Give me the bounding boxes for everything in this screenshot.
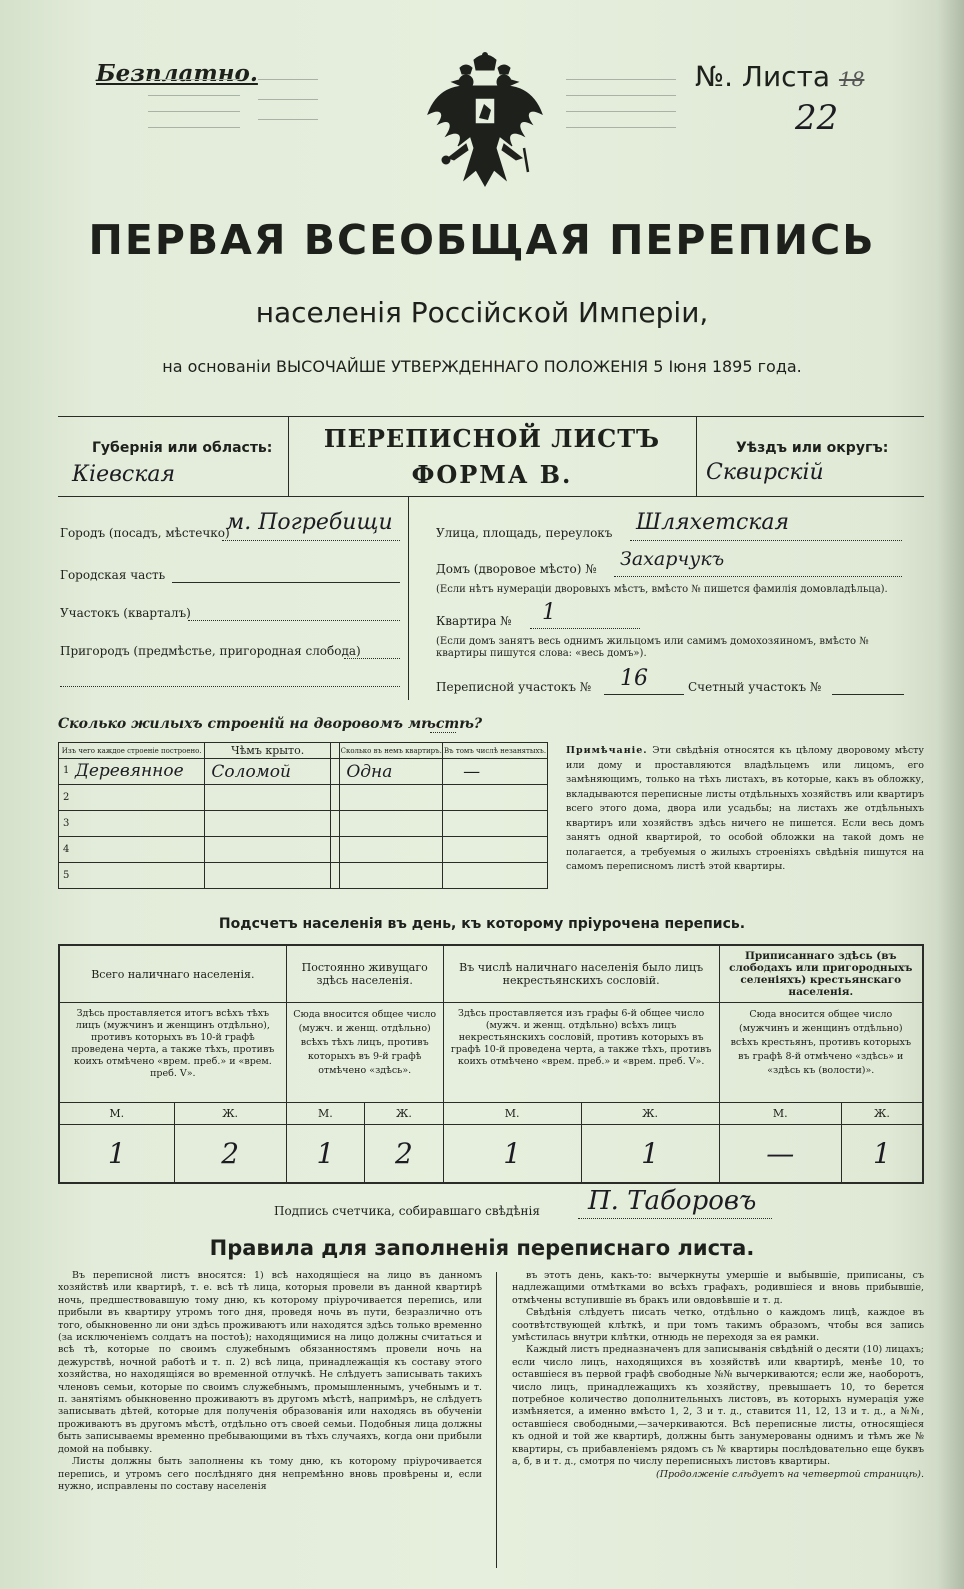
building-material: Деревянное <box>75 761 184 781</box>
census-district-line <box>604 694 684 695</box>
apartment-line <box>530 628 640 629</box>
buildings-row: 2 <box>59 785 548 811</box>
buildings-question-line <box>430 732 456 733</box>
col-empty-header: Въ томъ числѣ незанятыхъ. <box>443 743 548 759</box>
count-m-header: М. <box>286 1103 364 1125</box>
house-line <box>614 576 902 577</box>
district-label: Участокъ (кварталъ) <box>60 606 191 620</box>
buildings-row: 3 <box>59 811 548 837</box>
sheet-label-text: №. Листа <box>695 60 831 93</box>
city-line <box>222 540 400 541</box>
form-title: ПЕРЕПИСНОЙ ЛИСТЪ <box>323 424 661 453</box>
building-empty: — <box>463 761 481 782</box>
sheet-struck-number: 18 <box>838 67 865 91</box>
count-col-2-title: Постоянно живущаго здѣсь населенія. <box>286 945 443 1003</box>
census-title: ПЕРВАЯ ВСЕОБЩАЯ ПЕРЕПИСЬ <box>88 216 876 264</box>
census-basis: на основаніи ВЫСОЧАЙШЕ УТВЕРЖДЕННАГО ПОЛОЖЕНІЯ 5 Іюня 1895 года. <box>162 357 802 376</box>
bleed-through-text-right <box>566 70 676 128</box>
apartment-label: Квартира № <box>436 614 512 628</box>
count-district-line <box>832 694 904 695</box>
col-roof-header: Чѣмъ крыто. <box>205 743 331 759</box>
census-subtitle: населенія Россійской Имперіи, <box>255 296 709 329</box>
city-part-line <box>172 582 400 583</box>
population-count-table <box>58 944 924 1184</box>
house-value: Захарчукъ <box>620 548 725 570</box>
signature-label: Подпись счетчика, собиравшаго свѣдѣнія <box>274 1204 540 1218</box>
rules-left-column <box>58 1270 482 1493</box>
count-value: 1 <box>443 1125 581 1183</box>
building-apartments: Одна <box>346 761 393 782</box>
count-m-header: М. <box>59 1103 174 1125</box>
house-label: Домъ (дворовое мѣсто) № <box>436 562 597 576</box>
count-m-header: М. <box>443 1103 581 1125</box>
double-headed-eagle-icon <box>424 52 546 192</box>
count-values-row <box>59 1125 923 1183</box>
rules-continued: (Продолженіе слѣдуетъ на четвертой страницѣ). <box>656 1468 924 1480</box>
buildings-note-body: Эти свѣдѣнія относятся къ цѣлому дворовому мѣсту или дому и проставляются владѣльцемъ или лицомъ, его замѣняющимъ, только на тѣхъ листахъ, въ которые, какъ въ обложку, вкладываются переписные листы отдѣльныхъ хозяйствъ или квартиръ всего этого дома, двора или усадьбы; на листахъ же отдѣльныхъ квартиръ или хозяйствъ здѣсь ничего не пишется. Если весь домъ занятъ одной квартирой, то особой обложки на такой домъ не полагается, а требуемыя о жилыхъ строеніяхъ свѣдѣнія пишутся на самомъ переписномъ листѣ этой квартиры. <box>566 745 924 872</box>
address-divider <box>408 496 409 700</box>
free-label: Безплатно. <box>96 60 258 87</box>
street-label: Улица, площадь, переулокъ <box>436 526 613 540</box>
count-col-3-title: Въ числѣ наличнаго населенія было лицъ некрестьянскихъ сословій. <box>443 945 719 1003</box>
count-m-header: М. <box>719 1103 841 1125</box>
city-label: Городъ (посадъ, мѣстечко) <box>60 526 230 540</box>
form-header-bottom-rule <box>58 496 924 497</box>
rules-heading: Правила для заполненія переписнаго листа. <box>209 1236 755 1260</box>
uezd-value: Сквирскій <box>706 460 824 485</box>
rules-paragraph: Въ переписной листъ вносятся: 1) всѣ находящіеся на лицо въ данномъ хозяйствѣ или квартирѣ, т. е. всѣ тѣ лица, которыя провели въ данной квартирѣ ночь, предшествовавшую тому дню, къ которому пріурочивается перепись, или прибыли въ квартиру утромъ того дня, проведя ночь въ пути, безразлично отъ того, обыкновенно ли они здѣсь проживаютъ или находятся здѣсь только временно (за исключеніемъ солдатъ на постоѣ); находящимися на лицо должны считаться и всѣ тѣ, которые по своимъ служебнымъ обязанностямъ провели ночь на дежурствѣ, ночной работѣ и т. п. 2) всѣ лица, принадлежащія къ составу этого хозяйства, но находящіяся во временной отлучкѣ. Не слѣдуетъ записывать такихъ членовъ семьи, которые по своимъ служебнымъ, промышленнымъ, учебнымъ и т. п. занятіямъ обыкновенно проживаютъ въ другомъ мѣстѣ, напримѣръ, не слѣдуетъ записывать дѣтей, которые для полученія образованія или находясь въ обученіи проживаютъ въ другомъ мѣстѣ, отдѣльно отъ своей семьи. Подобныя лица должны быть записываемы временно пребывающими въ тѣхъ случаяхъ, когда они прибыли домой на побывку. <box>58 1270 482 1455</box>
suburb-line-2 <box>60 686 400 687</box>
bleed-through-text-left-2 <box>148 70 240 128</box>
bleed-through-text-left <box>258 66 318 120</box>
count-col-4-desc: Сюда вносится общее число (мужчинъ и женщинъ отдѣльно) всѣхъ крестьянъ, противъ которыхъ въ графѣ 8-й отмѣчено «здѣсь» и «здѣсь къ (волости)». <box>719 1003 923 1103</box>
rules-paragraph: въ этотъ день, какъ-то: вычеркнуты умершіе и выбывшіе, приписаны, съ надлежащими отмѣтками во всѣхъ графахъ, родившіеся и вновь прибывшіе, отмѣчены вступившіе въ бракъ или овдовѣвшіе и т. д. <box>512 1270 924 1306</box>
form-header-divider-right <box>696 416 697 496</box>
street-line <box>630 540 902 541</box>
count-col-2-desc: Сюда вносится общее число (мужч. и женщ. отдѣльно) всѣхъ тѣхъ лицъ, противъ которыхъ въ 9-й графѣ отмѣчено «здѣсь». <box>286 1003 443 1103</box>
count-f-header: Ж. <box>581 1103 719 1125</box>
signature-line <box>578 1218 772 1219</box>
col-apartments-header: Сколько въ немъ квартиръ. <box>340 743 443 759</box>
rules-right-column <box>512 1270 924 1481</box>
count-value: 1 <box>286 1125 364 1183</box>
count-value: 2 <box>365 1125 443 1183</box>
buildings-note <box>566 744 924 875</box>
apartment-value: 1 <box>542 600 556 625</box>
district-line <box>188 620 400 621</box>
rules-paragraph: Каждый листъ предназначенъ для записыванія свѣдѣній о десяти (10) лицахъ; если число лицъ, находящихся въ хозяйствѣ или квартирѣ, менѣе 10, то оставшіеся въ первой графѣ свободные №№ вычеркиваются; если же, наоборотъ, число лицъ, принадлежащихъ къ хозяйству, превышаетъ 10, то берется потребное количество дополнительныхъ листовъ, въ которыхъ нумерація уже измѣняется, а именно вмѣсто 1, 2, 3 и т. д., ставится 11, 12, 13 и т. д., а №№, оставшіеся свободными,—зачеркиваются. Всѣ переписные листы, относящіеся къ одной и той же квартирѣ, должны быть занумерованы однимъ и тѣмъ же № квартиры, съ прибавленіемъ рядомъ съ № квартиры послѣдовательно еще буквъ а, б, в и т. д., смотря по числу переписныхъ листовъ квартиры. <box>512 1344 924 1468</box>
rules-paragraph: Свѣдѣнія слѣдуетъ писать четко, отдѣльно о каждомъ лицѣ, каждое въ соотвѣтствующей клѣткѣ, и при томъ такимъ образомъ, чтобы вся запись умѣстилась внутри клѣтки, отнюдь не переходя за ея рамки. <box>512 1307 924 1344</box>
sheet-number-label <box>695 60 864 93</box>
buildings-row: 1 Деревянное Соломой Одна — <box>59 759 548 785</box>
buildings-table <box>58 742 548 889</box>
buildings-question: Сколько жилыхъ строеній на дворовомъ мѣстѣ? <box>58 716 483 732</box>
gubernia-value: Кіевская <box>72 462 176 487</box>
count-heading: Подсчетъ населенія въ день, къ которому пріурочена перепись. <box>218 916 746 932</box>
count-col-1-desc: Здѣсь проставляется итогъ всѣхъ тѣхъ лицъ (мужчинъ и женщинъ отдѣльно), противъ которыхъ въ 10-й графѣ проведена черта, а также тѣхъ, противъ коихъ отмѣчено «врем. преб.» и «врем. преб. V». <box>59 1003 286 1103</box>
buildings-row: 5 <box>59 863 548 889</box>
sheet-number-value: 22 <box>795 98 839 138</box>
rules-paragraph: Листы должны быть заполнены къ тому дню, къ которому пріурочивается перепись, и утромъ сего послѣдняго дня непремѣнно вновь провѣрены и, если нужно, исправлены по составу населенія <box>58 1456 482 1492</box>
form-top-rule <box>58 416 924 417</box>
form-name: ФОРМА В. <box>411 460 573 489</box>
count-f-header: Ж. <box>841 1103 923 1125</box>
count-col-3-desc: Здѣсь проставляется изъ графы 6-й общее число (мужч. и женщ. отдѣльно) всѣхъ лицъ некрестьянскихъ сословій, противъ которыхъ въ графѣ 10-й проведена черта, а также тѣхъ, противъ коихъ отмѣчено «врем. преб.» и «врем. преб. V». <box>443 1003 719 1103</box>
count-value: — <box>719 1125 841 1183</box>
signature-value: П. Таборовъ <box>588 1186 757 1216</box>
count-col-1-title: Всего наличнаго населенія. <box>59 945 286 1003</box>
col-spacer <box>330 743 339 759</box>
city-value: м. Погребищи <box>226 510 393 535</box>
rules-divider <box>496 1272 497 1568</box>
count-value: 1 <box>581 1125 719 1183</box>
count-value: 1 <box>841 1125 923 1183</box>
apartment-note: (Если домъ занятъ весь однимъ жильцомъ или самимъ домохозяиномъ, вмѣсто № квартиры пишутся слова: «весь домъ»). <box>436 636 869 659</box>
building-roof: Соломой <box>211 761 291 782</box>
city-part-label: Городская часть <box>60 568 166 582</box>
gubernia-label: Губернія или область: <box>92 440 273 456</box>
census-district-label: Переписной участокъ № <box>436 680 592 694</box>
count-f-header: Ж. <box>365 1103 443 1125</box>
count-value: 2 <box>174 1125 286 1183</box>
house-note: (Если нѣтъ нумераціи дворовыхъ мѣстъ, вмѣсто № пишется фамилія домовладѣльца). <box>436 584 888 595</box>
count-col-4-title: Приписаннаго здѣсь (въ слободахъ или пригородныхъ селеніяхъ) крестьянскаго населенія. <box>719 945 923 1003</box>
suburb-label: Пригородъ (предмѣстье, пригородная слобода) <box>60 644 361 658</box>
uezd-label: Уѣздъ или округъ: <box>736 440 889 456</box>
street-value: Шляхетская <box>636 510 790 535</box>
col-material-header: Изъ чего каждое строеніе построено. <box>59 743 205 759</box>
buildings-note-head: Примѣчаніе. <box>566 745 648 756</box>
suburb-line <box>344 658 400 659</box>
count-value: 1 <box>59 1125 174 1183</box>
buildings-row: 4 <box>59 837 548 863</box>
count-f-header: Ж. <box>174 1103 286 1125</box>
count-district-label: Счетный участокъ № <box>688 680 822 694</box>
census-district-value: 16 <box>620 666 648 691</box>
